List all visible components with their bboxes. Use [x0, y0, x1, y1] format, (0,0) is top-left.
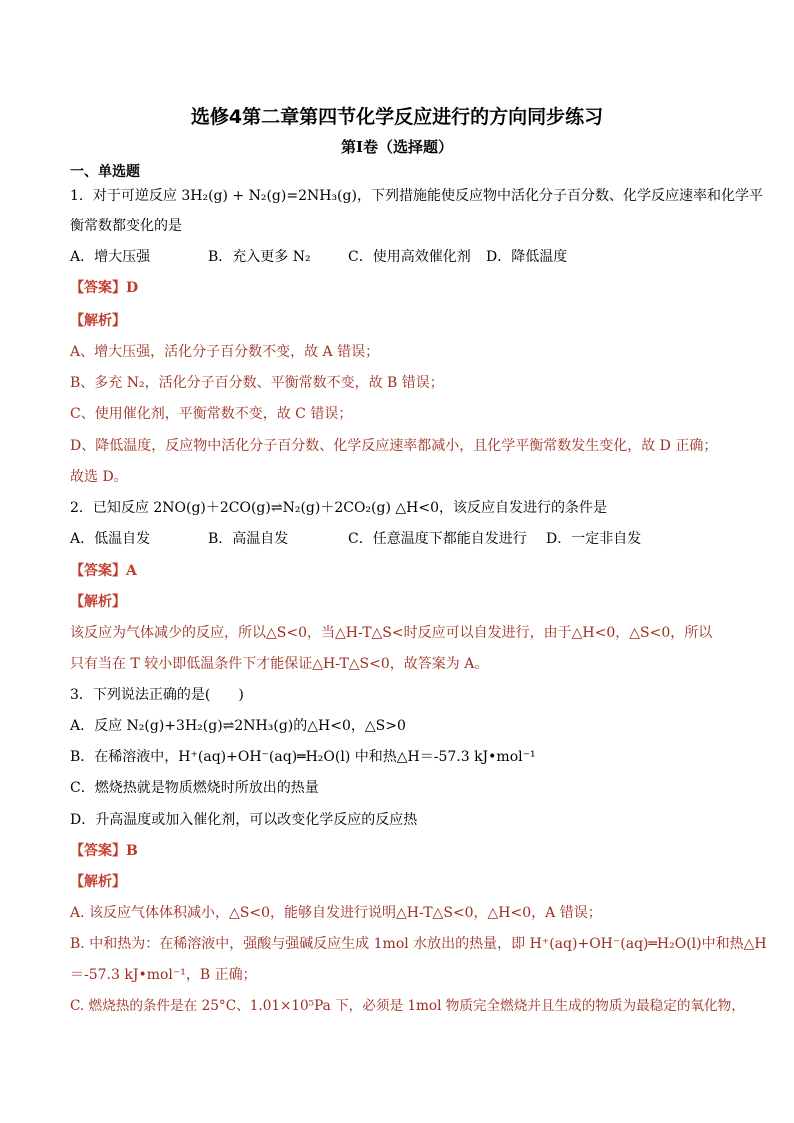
- q2-explanation-line: 只有当在 T 较小即低温条件下才能保证△H-T△S<0，故答案为 A。: [70, 656, 489, 672]
- q2-explanation-line: 该反应为气体减少的反应，所以△S<0，当△H-T△S<时反应可以自发进行，由于△H<0，△S<0，所以: [70, 625, 713, 641]
- q1-stem-line1: 1．对于可逆反应 3H₂(g) + N₂(g)=2NH₃(g)，下列措施能使反应物中活化分子百分数、化学反应速率和化学平: [70, 188, 763, 204]
- q1-option-d: D．降低温度: [486, 249, 568, 265]
- q3-stem: 3．下列说法正确的是( ): [70, 687, 244, 703]
- q1-options: [70, 247, 567, 267]
- q1-explanation-line: 故选 D。: [70, 469, 128, 485]
- q1-option-a: A．增大压强: [70, 249, 151, 265]
- q2-option-b: B．高温自发: [208, 531, 289, 547]
- q1-option-c: C．使用高效催化剂: [348, 249, 471, 265]
- section-heading: 一、单选题: [70, 164, 140, 180]
- q2-answer: 【答案】A: [70, 563, 137, 579]
- q3-explanation-heading: 【解析】: [70, 874, 126, 890]
- q3-explanation-line: ＝-57.3 kJ•mol⁻¹，B 正确；: [70, 967, 257, 983]
- q2-stem: 2．已知反应 2NO(g)＋2CO(g)⇌N₂(g)＋2CO₂(g) △H<0，该反应自发进行的条件是: [70, 500, 607, 516]
- section-subtitle: 第I卷（选择题）: [340, 138, 454, 156]
- q3-explanation-line: C. 燃烧热的条件是在 25°C、1.01×10⁵Pa 下，必须是 1mol 物质完全燃烧并且生成的物质为最稳定的氧化物，: [70, 998, 745, 1014]
- q2-option-d: D．一定非自发: [546, 531, 642, 547]
- page-title: 选修4第二章第四节化学反应进行的方向同步练习: [190, 106, 604, 128]
- q1-explanation-line: A、增大压强，活化分子百分数不变，故 A 错误；: [70, 344, 380, 360]
- q3-explanation-line: A. 该反应气体体积减小，△S<0，能够自发进行说明△H-T△S<0，△H<0，A 错误；: [70, 905, 602, 921]
- q3-explanation-line: B. 中和热为：在稀溶液中，强酸与强碱反应生成 1mol 水放出的热量，即 H⁺(aq)+OH⁻(aq)═H₂O(l)中和热△H: [70, 936, 767, 952]
- q1-option-b: B．充入更多 N₂: [208, 249, 311, 265]
- q3-option-a: A．反应 N₂(g)+3H₂(g)⇌2NH₃(g)的△H<0，△S>0: [70, 718, 406, 734]
- q1-explanation-line: D、降低温度，反应物中活化分子百分数、化学反应速率都减小，且化学平衡常数发生变化，故 D 正确；: [70, 438, 718, 454]
- q3-option-d: D．升高温度或加入催化剂，可以改变化学反应的反应热: [70, 812, 418, 828]
- q3-answer: 【答案】B: [70, 843, 138, 859]
- q1-explanation-line: C、使用催化剂，平衡常数不变，故 C 错误；: [70, 406, 353, 422]
- q1-explanation-heading: 【解析】: [70, 313, 126, 329]
- q3-option-b: B．在稀溶液中，H⁺(aq)+OH⁻(aq)═H₂O(l) 中和热△H＝-57.3 kJ•mol⁻¹: [70, 749, 536, 765]
- q2-options: [70, 529, 641, 549]
- q2-option-c: C．任意温度下都能自发进行: [348, 531, 527, 547]
- q1-stem-line2: 衡常数都变化的是: [70, 218, 182, 234]
- q1-explanation-line: B、多充 N₂，活化分子百分数、平衡常数不变，故 B 错误；: [70, 375, 444, 391]
- q2-explanation-heading: 【解析】: [70, 594, 126, 610]
- q1-answer: 【答案】D: [70, 280, 139, 296]
- q2-option-a: A．低温自发: [70, 531, 151, 547]
- q3-option-c: C．燃烧热就是物质燃烧时所放出的热量: [70, 780, 319, 796]
